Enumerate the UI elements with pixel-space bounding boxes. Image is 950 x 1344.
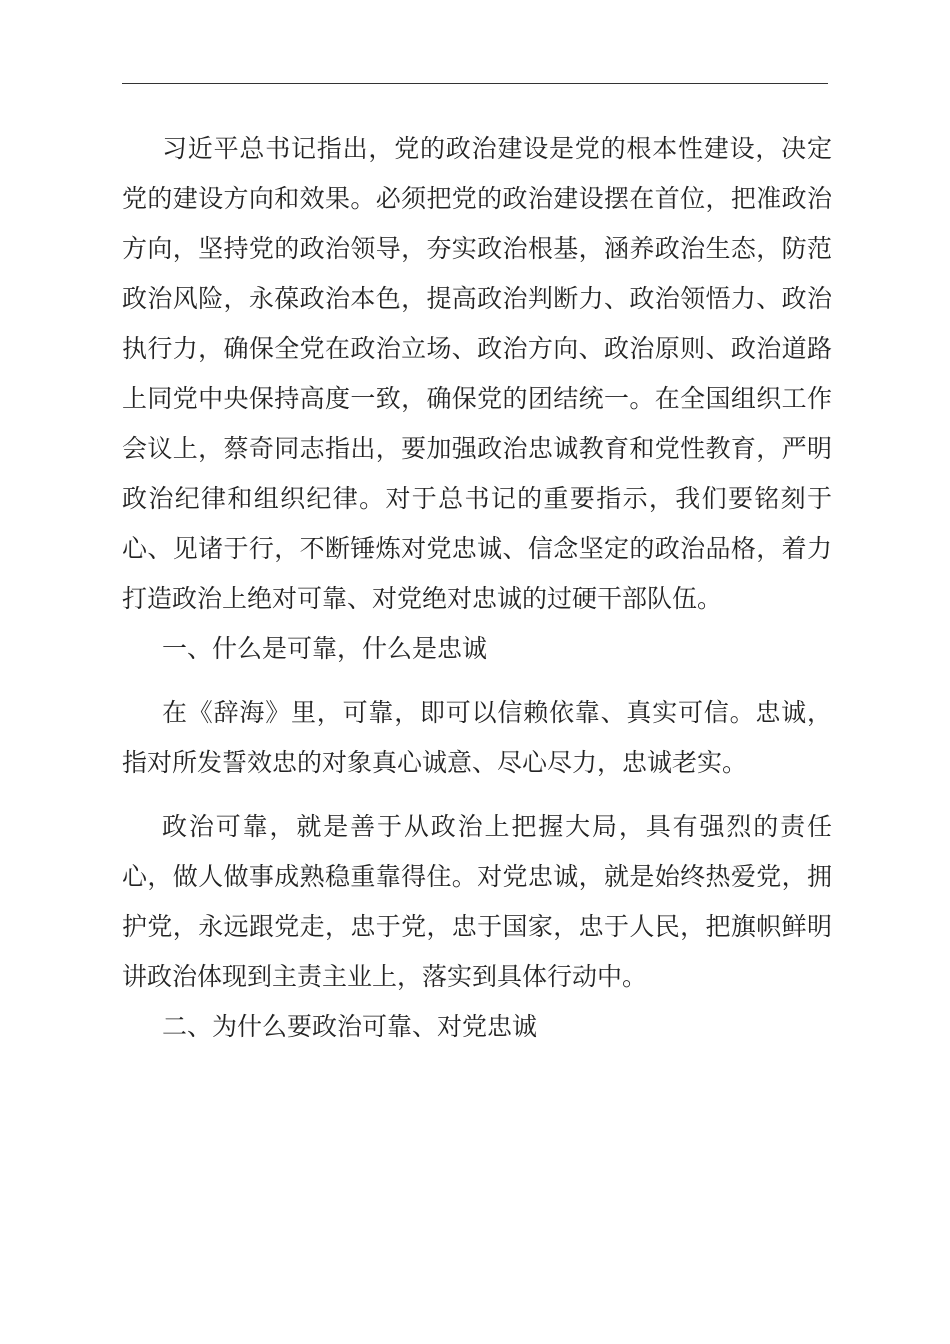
paragraph-intro: 习近平总书记指出，党的政治建设是党的根本性建设，决定党的建设方向和效果。必须把党的政治建设摆在首位，把准政治方向，坚持党的政治领导，夯实政治根基，涵养政治生态，防范政治风险，永葆政治本色，提高政治判断力、政治领悟力、政治执行力，确保全党在政治立场、政治方向、政治原则、政治道路上同党中央保持高度一致，确保党的团结统一。在全国组织工作会议上，蔡奇同志指出，要加强政治忠诚教育和党性教育，严明政治纪律和组织纪律。对于总书记的重要指示，我们要铭刻于心、见诸于行，不断锤炼对党忠诚、信念坚定的政治品格，着力打造政治上绝对可靠、对党绝对忠诚的过硬干部队伍。 <box>122 134 832 613</box>
section-heading-2: 二、为什么要政治可靠、对党忠诚 <box>162 1012 538 1041</box>
header-divider <box>122 83 828 84</box>
paragraph-political-reliability: 政治可靠，就是善于从政治上把握大局，具有强烈的责任心，做人做事成熟稳重靠得住。对党忠诚，就是始终热爱党，拥护党，永远跟党走，忠于党，忠于国家，忠于人民，把旗帜鲜明讲政治体现到主责主业上，落实到具体行动中。 <box>122 812 832 991</box>
document-body <box>122 124 832 1052</box>
section-heading-1: 一、什么是可靠，什么是忠诚 <box>162 634 488 663</box>
paragraph-definition: 在《辞海》里，可靠，即可以信赖依靠、真实可信。忠诚，指对所发誓效忠的对象真心诚意、尽心尽力，忠诚老实。 <box>122 698 832 777</box>
